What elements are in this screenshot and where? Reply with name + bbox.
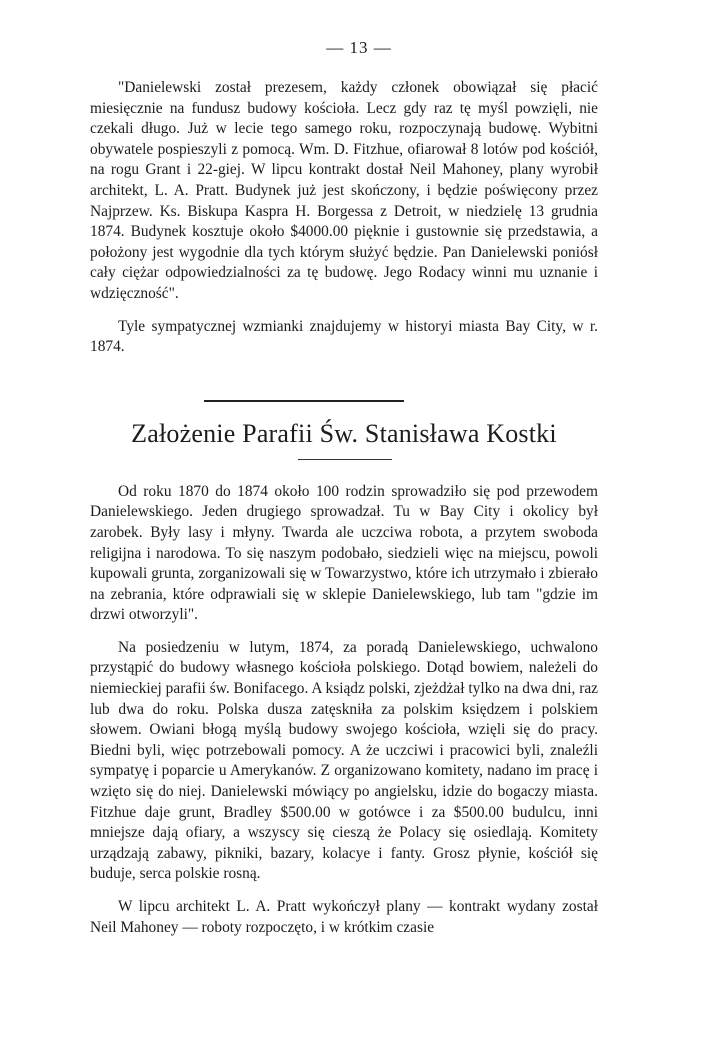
intro-paragraph-2: Tyle sympatycznej wzmianki znajdujemy w historyi miasta Bay City, w r. 1874. <box>90 317 598 356</box>
section-body <box>90 482 598 938</box>
section-divider <box>204 400 404 402</box>
section-title: Założenie Parafii Św. Stanisława Kostki <box>131 418 557 448</box>
intro-text <box>90 78 598 358</box>
section-paragraph-2: Na posiedzeniu w lutym, 1874, za poradą Danielewskiego, uchwalono przystąpić do budowy własnego kościoła polskiego. Dotąd bowiem, należeli do niemieckiej parafii św. Bonifacego. A ksiądz polski, zjeżdżał tylko na dwa dni, raz lub dwa do roku. Polska dusza zatęskniła za polskim księdzem i polskiem słowem. Owiani błogą myślą budowy swojego kościoła, wzięli się do pracy. Biedni byli, więc potrzebowali pomocy. A że uczciwi i pracowici byli, znaleźli sympatyę i poparcie u Amerykanów. Z organizowano komitety, nadano im pracę i wzięto się do niej. Danielewski mówiący po angielsku, idzie do bogaczy miasta. Fitzhue daje grunt, Bradley $500.00 w gotówce i za $500.00 budulcu, inni mniejsze dają ofiary, a wszyscy się cieszą że Polacy się osiedlają. Komitety urządzają zabawy, pikniki, bazary, kolacye i fanty. Grosz płynie, kościół się buduje, serca polskie rosną. <box>90 638 598 883</box>
intro-paragraph-1: "Danielewski został prezesem, każdy członek obowiązał się płacić miesięcznie na fundusz budowy kościoła. Lecz gdy raz tę myśl powzięli, nie czekali długo. Już w lecie tego samego roku, rozpoczynają budowę. Wybitni obywatele pospieszyli z pomocą. Wm. D. Fitzhue, ofiarował 8 lotów pod kościół, na rogu Grant i 22-giej. W lipcu kontrakt dostał Neil Mahoney, plany wyrobił architekt, L. A. Pratt. Budynek już jest skończony, i będzie poświęcony przez Najprzew. Ks. Biskupa Kaspra H. Borgessa z Detroit, w niedzielę 13 grudnia 1874. Budynek kosztuje około $4000.00 pięknie i gustownie się przedstawia, a położony jest wygodnie dla tych którym służyć będzie. Pan Danielewski poniósł cały ciężar odpowiedzialności za tę budowę. Jego Rodacy winni mu uznanie i wdzięczność". <box>90 79 598 302</box>
title-underline <box>298 459 392 460</box>
page-number: — 13 — <box>326 38 392 57</box>
section-paragraph-3: W lipcu architekt L. A. Pratt wykończył plany — kontrakt wydany został Neil Mahoney — roboty rozpoczęto, i w krótkim czasie <box>90 898 598 936</box>
document-page <box>90 38 598 938</box>
section-paragraph-1: Od roku 1870 do 1874 około 100 rodzin sprowadziło się pod przewodem Danielewskiego. Jeden drugiego sprowadzał. Tu w Bay City i okolicy był zarobek. Były lasy i młyny. Twarda ale uczciwa robota, a przytem swoboda religijna i narodowa. To się naszym podobało, siedzieli więc na miejscu, powoli kupowali grunta, zorganizowali się w Towarzystwo, które ich utrzymało i zbierało na zebrania, które odprawiali się w sklepie Danielewskiego, lub tam "gdzie im drzwi otworzyli". <box>90 482 598 624</box>
